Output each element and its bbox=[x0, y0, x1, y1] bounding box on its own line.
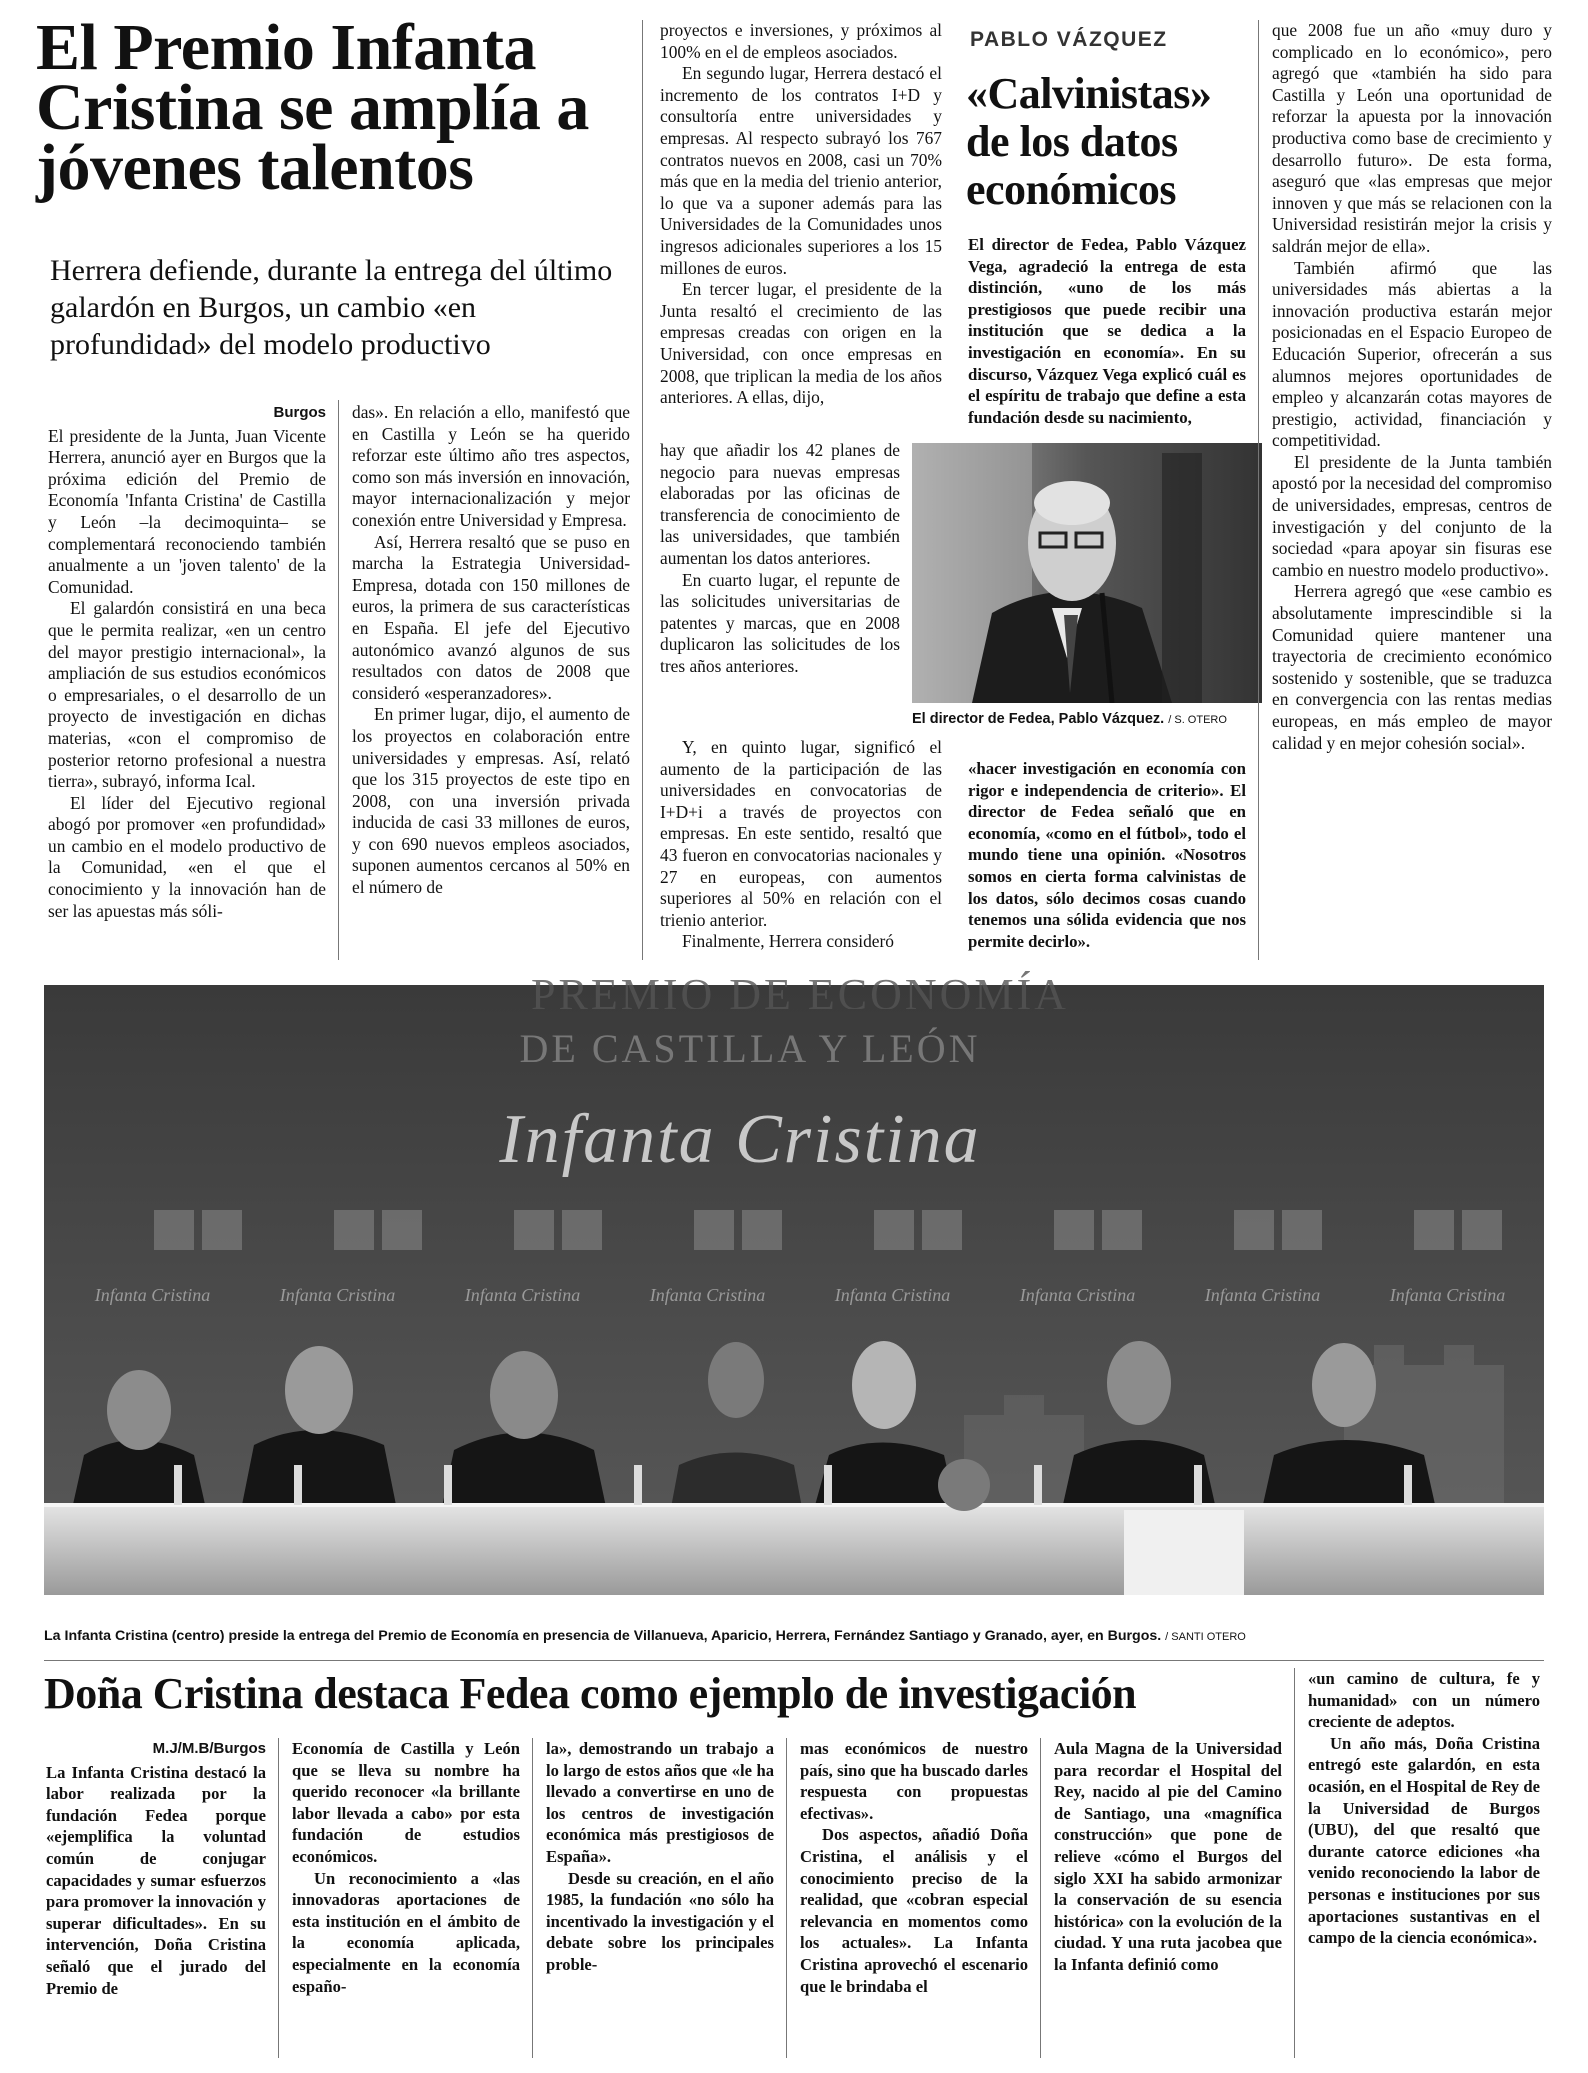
paragraph: Y, en quinto lugar, significó el aumento de la participación de las universidades en convocatorias de I+D+i a través de proyectos con empresas. En este sentido, resaltó que 43 fueron en convocatorias nacionales y 27 en europeas, con aumentos superiores al 50% en relación con el trienio anterior. bbox=[660, 737, 942, 930]
paragraph: El líder del Ejecutivo regional abogó por promover «en profundidad» un cambio en el modelo productivo de la Comunidad, «en el que el conocimiento y la innovación han de ser las apuestas más sóli- bbox=[48, 792, 326, 921]
main-headline: El Premio Infanta Cristina se amplía a jóvenes talentos bbox=[36, 11, 589, 204]
second-headline: Doña Cristina destaca Fedea como ejemplo de investigación bbox=[44, 1669, 1137, 1718]
main-article-col-1 bbox=[48, 402, 326, 922]
section-rule bbox=[44, 1660, 1544, 1661]
paragraph: que 2008 fue un año «muy duro y complicado en lo económico», pero agregó que «también ha sido para Castilla y León una oportunidad de reforzar la apuesta por la innovación productiva como base de crecimiento y desarrollo futuro». De esta forma, aseguró que «las empresas que mejor innoven y que más se relacionen con la Universidad resistirán mejor la crisis y saldrán mejor de ella». bbox=[1272, 20, 1552, 256]
paragraph: Aula Magna de la Universidad para recordar el Hospital del Rey, nacido al pie del Camino de Santiago, una «magnífica construcción» que pone de relieve «cómo el Burgos del siglo XXI ha sabido armonizar la conservación de su esencia histórica» con la evolución de la ciudad. Y una ruta jacobea que la Infanta definió como bbox=[1054, 1739, 1282, 1974]
caption-text: El director de Fedea, Pablo Vázquez. bbox=[912, 711, 1165, 727]
panel-label: Infanta Cristina bbox=[834, 1285, 951, 1305]
main-photo-panel-text bbox=[60, 1285, 1540, 1306]
panel-label: Infanta Cristina bbox=[279, 1285, 396, 1305]
column-rule bbox=[1040, 1738, 1041, 2058]
second-article-col-3 bbox=[546, 1738, 774, 1976]
paragraph: Herrera agregó que «ese cambio es absolutamente imprescindible si la Comunidad quiere mantener una trayectoria de crecimiento económico sostenido y sostenible, que se traduzca en convergencia con las rentas medias europeas, en más empleo de mayor calidad y en mejor cohesión social». bbox=[1272, 581, 1552, 753]
paragraph: La Infanta Cristina destacó la labor realizada por la fundación Fedea porque «ejemplifica la voluntad común de conjugar capacidades y sumar esfuerzos para promover la innovación y superar dificultades». En su intervención, Doña Cristina señaló que el jurado del Premio de bbox=[46, 1762, 266, 1998]
main-photo-banner-line-2: DE CASTILLA Y LEÓN bbox=[519, 1026, 981, 1071]
panel-label: Infanta Cristina bbox=[464, 1285, 581, 1305]
paragraph: proyectos e inversiones, y próximos al 100% en el de empleos asociados. bbox=[660, 20, 942, 62]
panel-label: Infanta Cristina bbox=[1019, 1285, 1136, 1305]
main-article-col-2 bbox=[352, 402, 630, 899]
column-rule bbox=[1258, 20, 1259, 960]
main-photo-banner-script: Infanta Cristina bbox=[499, 1101, 981, 1178]
second-article-col-5 bbox=[1054, 1738, 1282, 1976]
sidebar-photo bbox=[912, 443, 1262, 703]
second-byline: M.J/M.B/Burgos bbox=[152, 1740, 266, 1757]
second-article-col-6 bbox=[1308, 1668, 1540, 1949]
panel-label: Infanta Cristina bbox=[94, 1285, 211, 1305]
paragraph: Desde su creación, en el año 1985, la fundación «no sólo ha incentivado la investigación y el debate sobre los principales proble- bbox=[546, 1868, 774, 1974]
main-byline: Burgos bbox=[273, 404, 326, 421]
photo-credit: / SANTI OTERO bbox=[1165, 1631, 1246, 1643]
sidebar-kicker: PABLO VÁZQUEZ bbox=[970, 28, 1168, 51]
sidebar-lead bbox=[968, 234, 1246, 428]
paragraph: También afirmó que las universidades más abiertas a la innovación productiva estarán mejor posicionadas en el Espacio Europeo de Educación Superior, ofrecerán a sus alumnos mejores oportunidades de empleo y alcanzarán cotas mayores de prestigio, actividad, financiación y competitividad. bbox=[1272, 257, 1552, 451]
paragraph: El presidente de la Junta, Juan Vicente Herrera, anunció ayer en Burgos que la próxima edición del Premio de Economía 'Infanta Cristina' de Castilla y León –la decimoquinta– se complementará reconociendo también anualmente a un 'joven talento' de la Comunidad. bbox=[48, 425, 326, 597]
paragraph: Finalmente, Herrera consideró bbox=[682, 931, 894, 952]
column-rule bbox=[786, 1738, 787, 2058]
main-photo-banner-line-1: PREMIO DE ECONOMÍA bbox=[531, 970, 1069, 1009]
paragraph: El presidente de la Junta también apostó por la necesidad del compromiso de universidades, empresas, centros de investigación y del conjunto de la sociedad «para apoyar sin fisuras ese cambio en nuestro modelo productivo». bbox=[1272, 451, 1552, 580]
paragraph: «un camino de cultura, fe y humanidad» con un número creciente de adeptos. bbox=[1308, 1669, 1540, 1732]
column-rule bbox=[532, 1738, 533, 2058]
photo-credit: / S. OTERO bbox=[1168, 714, 1227, 726]
column-rule bbox=[278, 1738, 279, 2058]
main-article-col-3-top bbox=[660, 20, 942, 409]
panel-label: Infanta Cristina bbox=[1204, 1285, 1321, 1305]
caption-text: La Infanta Cristina (centro) preside la entrega del Premio de Economía en presencia de Villanueva, Aparicio, Herrera, Fernández Santiago y Granado, ayer, en Burgos. bbox=[44, 1628, 1162, 1644]
second-article-col-2 bbox=[292, 1738, 520, 1997]
column-rule bbox=[642, 20, 643, 960]
paragraph: En segundo lugar, Herrera destacó el incremento de los contratos I+D y consultoría entre universidades y empresas. Al respecto subrayó los 767 contratos nuevos en 2008, casi un 70% más que en la media del trienio anterior, lo que va a suponer además para las Universidades de la Comunidades unos ingresos adicionales superiores a los 15 millones de euros. bbox=[660, 63, 942, 278]
paragraph: Un reconocimiento a «las innovadoras aportaciones de esta institución en el ámbito de la economía aplicada, especialmente en la economía españo- bbox=[292, 1868, 520, 1996]
paragraph: la», demostrando un trabajo a lo largo de estos años que «le ha llevado a convertirse en uno de los centros de investigación económica más prestigiosos de España». bbox=[546, 1739, 774, 1866]
paragraph: hay que añadir los 42 planes de negocio para nuevas empresas elaboradas por las oficinas de transferencia de conocimiento de las universidades, que también aumentan los datos anteriores. bbox=[660, 440, 900, 568]
main-article-col-6 bbox=[1272, 20, 1552, 754]
main-photo-caption bbox=[44, 1628, 1544, 1644]
sidebar-headline: «Calvinistas» de los datos económicos bbox=[966, 69, 1212, 214]
main-subheadline: Herrera defiende, durante la entrega del último galardón en Burgos, un cambio «en profundidad» del modelo productivo bbox=[50, 254, 613, 361]
second-article-col-4 bbox=[800, 1738, 1028, 1997]
paragraph: mas económicos de nuestro país, sino que ha buscado darles respuesta con propuestas efectivas». bbox=[800, 1739, 1028, 1823]
paragraph: En cuarto lugar, el repunte de las solicitudes universitarias de patentes y marcas, que en 2008 duplicaron las solicitudes de los tres años anteriores. bbox=[660, 569, 900, 676]
second-article-col-1 bbox=[46, 1738, 266, 1999]
panel-label: Infanta Cristina bbox=[1389, 1285, 1506, 1305]
main-article-col-3-bottom bbox=[660, 737, 942, 953]
paragraph: El director de Fedea, Pablo Vázquez Vega, agradeció la entrega de esta distinción, «uno de los más prestigiosos que puede recibir una institución que se dedica a la investigación en economía». En su discurso, Vázquez Vega explicó cuál es el espíritu de trabajo que define a esta fundación desde su nacimiento, bbox=[968, 235, 1246, 427]
paragraph: En primer lugar, dijo, el aumento de los proyectos en colaboración entre universidades y empresas. Así, relató que los 315 proyectos de este tipo en 2008, con una inversión privada inducida de casi 33 millones de euros, y con 690 nuevos empleos asociados, suponen aumentos cercanos al 50% en el número de bbox=[352, 704, 630, 898]
column-rule bbox=[338, 400, 339, 960]
paragraph: Un año más, Doña Cristina entregó este galardón, en esta ocasión, en el Hospital de Rey de la Universidad de Burgos (UBU), del que resaltó que durante catorce ediciones «ha venido reconociendo la labor de personas e instituciones por sus aportaciones sustantivas en el campo de la ciencia económica». bbox=[1308, 1733, 1540, 1948]
panel-label: Infanta Cristina bbox=[649, 1285, 766, 1305]
paragraph: «hacer investigación en economía con rigor e independencia de criterio». El director de Fedea señaló que en economía, «como en el fútbol», todo el mundo tiene una opinión. «Nosotros somos en cierta forma calvinistas de los datos, sólo decimos cosas cuando tenemos una sólida evidencia que nos permite decirlo». bbox=[968, 759, 1246, 951]
paragraph: El galardón consistirá en una beca que le permita realizar, «en un centro del mayor prestigio internacional», la ampliación de sus estudios económicos o empresariales, o el desarrollo de un proyecto de investigación en dichas materias, «con el compromiso de posterior retorno profesional a nuestra tierra», subrayó, informa Ical. bbox=[48, 598, 326, 792]
paragraph: das». En relación a ello, manifestó que en Castilla y León se ha querido reforzar este último año tres aspectos, como son más inversión en innovación, mayor internacionalización y mejor conexión entre Universidad y Empresa. bbox=[352, 402, 630, 530]
paragraph: Así, Herrera resaltó que se puso en marcha la Estrategia Universidad-Empresa, dotada con 150 millones de euros, la primera de sus características en España. El jefe del Ejecutivo autonómico avanzó algunos de sus resultados con datos de 2008 que consideró «esperanzadores». bbox=[352, 531, 630, 703]
paragraph: En tercer lugar, el presidente de la Junta resaltó el crecimiento de las empresas creadas con origen en la Universidad, con once empresas en 2008, que triplican la media de los años anteriores. A ellas, dijo, bbox=[660, 279, 942, 408]
paragraph: Economía de Castilla y León que se lleva su nombre ha querido reconocer «la brillante labor llevada a cabo» por esta fundación de estudios económicos. bbox=[292, 1739, 520, 1866]
column-rule bbox=[1294, 1668, 1295, 2058]
paragraph: Dos aspectos, añadió Doña Cristina, el análisis y el conocimiento preciso de la realidad, que «cobran especial relevancia en momentos como los actuales». La Infanta Cristina aprovechó el escenario que le brindaba el bbox=[800, 1825, 1028, 1996]
main-article-col-3-middle bbox=[660, 440, 900, 678]
sidebar-tail bbox=[968, 758, 1246, 952]
sidebar-photo-caption bbox=[912, 711, 1272, 727]
